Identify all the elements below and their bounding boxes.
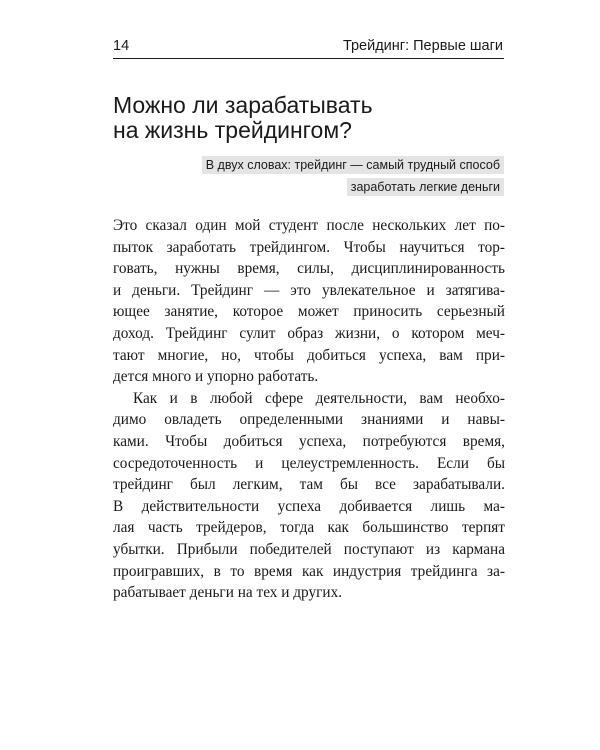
body-text: [113, 215, 505, 604]
running-head: [113, 37, 503, 55]
text-line: говать, нужны время, силы, дисциплинированность: [113, 260, 505, 278]
text-line: убытки. Прибыли победителей поступают из кармана: [113, 540, 505, 558]
text-line: доход. Трейдинг сулит образ жизни, о котором меч-: [113, 324, 505, 342]
summary-callout: [174, 154, 504, 198]
text-line: проигравших, в то время как индустрия трейдинга за-: [113, 562, 505, 580]
text-line: рабатывает деньги на тех и других.: [113, 584, 343, 602]
header-rule: [113, 58, 504, 59]
text-line: сосредоточенность и целеустремленность. Если бы: [113, 454, 505, 472]
summary-line: заработать легкие деньги: [347, 178, 504, 196]
paragraph: [113, 215, 505, 388]
text-line: Это сказал один мой студент после нескольких лет по-: [113, 217, 505, 234]
text-line: димо овладеть определенными знаниями и навы-: [113, 411, 505, 429]
text-line: В действительности успеха добивается лишь ма-: [113, 497, 505, 515]
text-line: ками. Чтобы добиться успеха, потребуются время,: [113, 432, 505, 450]
chapter-title-line: Можно ли зарабатывать: [113, 92, 373, 118]
text-line: пыток заработать трейдингом. Чтобы научиться тор-: [113, 238, 505, 256]
text-line: тают многие, но, чтобы добиться успеха, вам при-: [113, 346, 505, 364]
text-line: ющее занятие, которое может приносить серьезный: [113, 303, 505, 321]
text-line: трейдинг был легким, там бы все зарабатывали.: [113, 476, 505, 494]
paragraph: [113, 388, 505, 604]
summary-line: В двух словах: трейдинг — самый трудный способ: [202, 156, 504, 174]
text-line: Как и в любой сфере деятельности, вам необхо-: [133, 389, 505, 407]
running-title: Трейдинг: Первые шаги: [342, 38, 503, 54]
text-line: дется много и упорно работать.: [113, 368, 319, 386]
text-line: лая часть трейдеров, тогда как большинство терпят: [113, 519, 505, 537]
chapter-title-line: на жизнь трейдингом?: [113, 117, 352, 143]
text-line: и деньги. Трейдинг — это увлекательное и затягива-: [113, 281, 505, 299]
page-number: 14: [113, 38, 130, 54]
chapter-title: [113, 93, 503, 143]
